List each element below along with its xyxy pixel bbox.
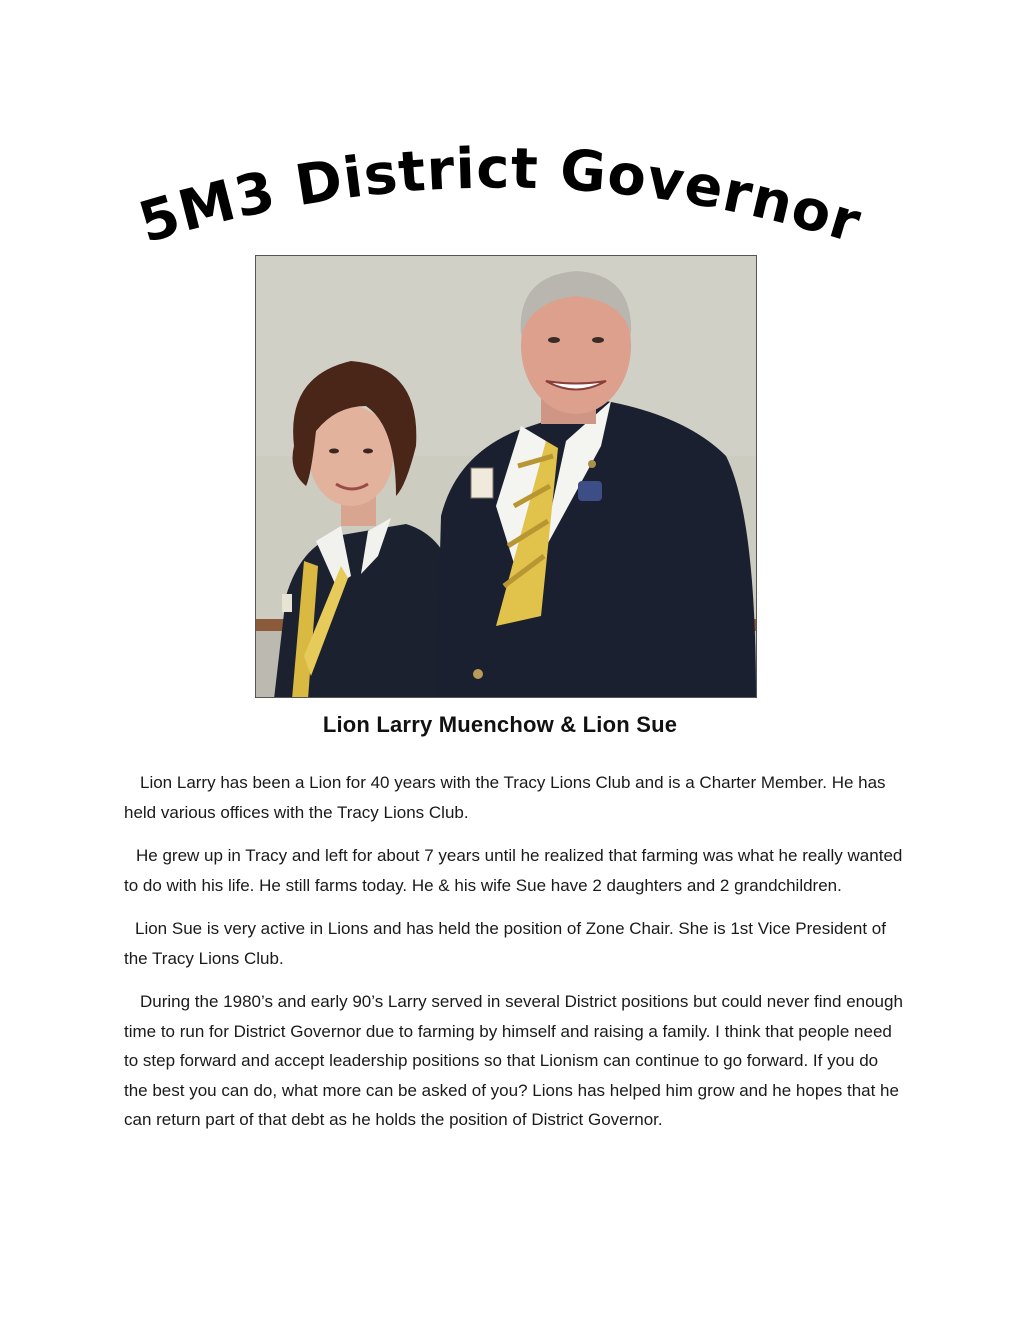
page-title — [110, 140, 890, 270]
paragraph-2-text: He grew up in Tracy and left for about 7 years until he realized that farming was what he really wanted to do with his life. He still farms today. He & his wife Sue have 2 daughters and 2 grandchildren. — [124, 846, 903, 895]
page-title-text: 5M3 District Governor — [131, 140, 869, 257]
paragraph-4 — [124, 987, 904, 1135]
svg-text:5M3 District Governor — [132, 140, 869, 256]
couple-photo — [255, 255, 757, 698]
paragraph-1-text: Lion Larry has been a Lion for 40 years with the Tracy Lions Club and is a Charter Member. He has held various offices with the Tracy Lions Club. — [124, 773, 886, 822]
photo-caption: Lion Larry Muenchow & Lion Sue — [322, 712, 678, 737]
paragraph-3-text: Lion Sue is very active in Lions and has held the position of Zone Chair. She is 1st Vice President of the Tracy Lions Club. — [124, 919, 886, 968]
paragraph-2 — [124, 841, 904, 900]
article-body — [124, 768, 904, 1149]
paragraph-4-text: During the 1980’s and early 90’s Larry served in several District positions but could never find enough time to run for District Governor due to farming by himself and raising a family. I think that people need to step forward and accept leadership positions so that Lionism can continue to go forward. If you do the best you can do, what more can be asked of you? Lions has helped him grow and he hopes that he can return part of that debt as he holds the position of District Governor. — [124, 992, 903, 1129]
paragraph-3 — [124, 914, 904, 973]
couple-photo-image — [256, 256, 757, 698]
paragraph-1 — [124, 768, 904, 827]
